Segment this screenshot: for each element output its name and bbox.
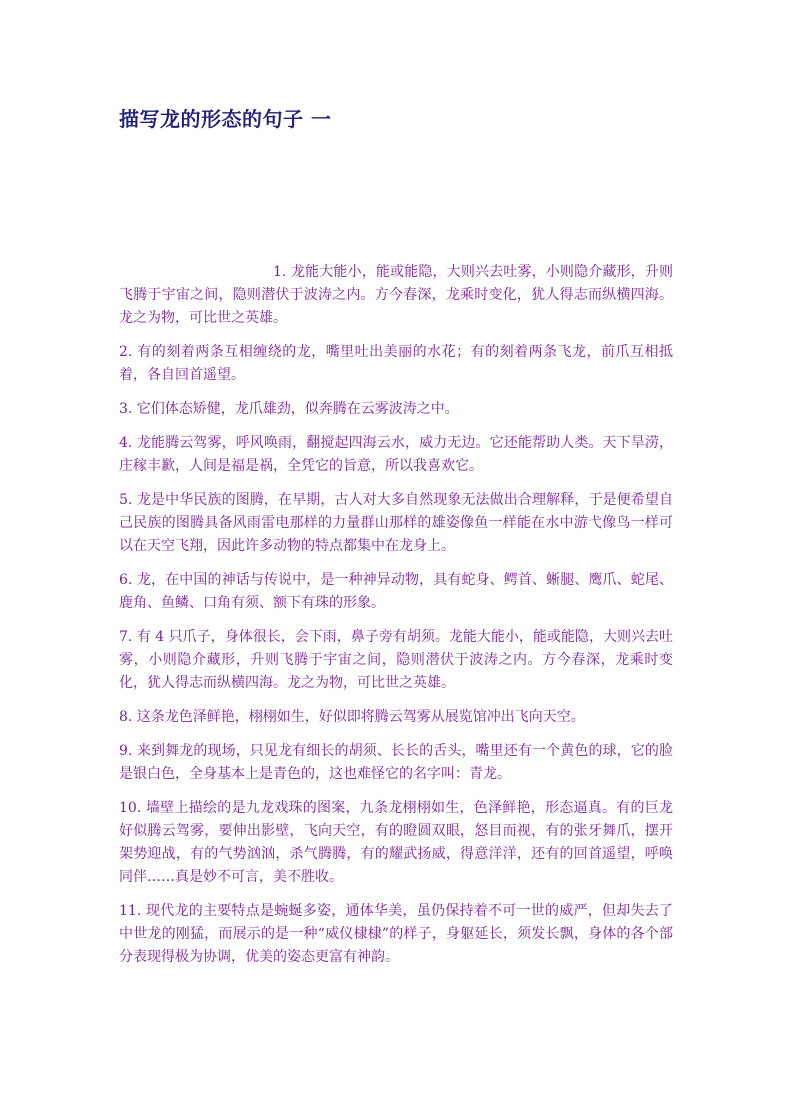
paragraph-4: 4. 龙能腾云驾雾，呼风唤雨，翻搅起四海云水，威力无边。它还能帮助人类。天下旱涝，庄稼丰歉，人间是福是祸，全凭它的旨意，所以我喜欢它。 xyxy=(119,435,673,474)
document-title: 描写龙的形态的句子 一 xyxy=(119,107,332,131)
paragraph-6: 6. 龙，在中国的神话与传说中，是一种神异动物，具有蛇身、鳄首、蜥腿、鹰爪、蛇尾、鹿角、鱼鳞、口角有须、额下有珠的形象。 xyxy=(119,572,673,611)
paragraph-7: 7. 有 4 只爪子，身体很长，会下雨，鼻子旁有胡须。龙能大能小，能或能隐，大则兴去吐雾，小则隐介藏形，升则飞腾于宇宙之间，隐则潜伏于波涛之内。方今春深，龙乘时变化，犹人得志而纵横四海。龙之为物，可比世之英雄。 xyxy=(119,629,673,691)
paragraph-11: 11. 现代龙的主要特点是蜿蜒多姿，通体华美，虽仍保持着不可一世的威严，但却失去了中世龙的刚猛，而展示的是一种“威仪棣棣”的样子，身躯延长，须发长飘，身体的各个部分表现得极为协调，优美的姿态更富有神韵。 xyxy=(119,903,673,965)
paragraph-9: 9. 来到舞龙的现场，只见龙有细长的胡须、长长的舌头，嘴里还有一个黄色的球，它的脸是银白色，全身基本上是青色的，这也难怪它的名字叫：青龙。 xyxy=(119,743,673,782)
paragraph-3: 3. 它们体态矫健，龙爪雄劲，似奔腾在云雾波涛之中。 xyxy=(119,401,459,417)
paragraph-8: 8. 这条龙色泽鲜艳，栩栩如生，好似即将腾云驾雾从展览馆冲出飞向天空。 xyxy=(119,709,585,725)
paragraph-1: 1. 龙能大能小，能或能隐，大则兴去吐雾，小则隐介藏形，升则飞腾于宇宙之间，隐则潜伏于波涛之内。方今春深，龙乘时变化，犹人得志而纵横四海。龙之为物，可比世之英雄。 xyxy=(119,264,673,326)
paragraph-5: 5. 龙是中华民族的图腾，在早期，古人对大多自然现象无法做出合理解释，于是便希望自己民族的图腾具备风雨雷电那样的力量群山那样的雄姿像鱼一样能在水中游弋像鸟一样可以在天空飞翔，因此许多动物的特点都集中在龙身上。 xyxy=(119,492,673,554)
paragraph-10: 10. 墙壁上描绘的是九龙戏珠的图案，九条龙栩栩如生，色泽鲜艳，形态逼真。有的巨龙好似腾云驾雾，要伸出影壁，飞向天空，有的瞪圆双眼，怒目而视，有的张牙舞爪，摆开架势迎战，有的气势汹汹，杀气腾腾，有的耀武扬威，得意洋洋，还有的回首遥望，呼唤同伴……真是妙不可言，美不胜收。 xyxy=(119,800,673,885)
document-body xyxy=(119,261,673,980)
paragraph-2: 2. 有的刻着两条互相缠绕的龙，嘴里吐出美丽的水花；有的刻着两条飞龙，前爪互相抵着，各自回首遥望。 xyxy=(119,344,673,383)
